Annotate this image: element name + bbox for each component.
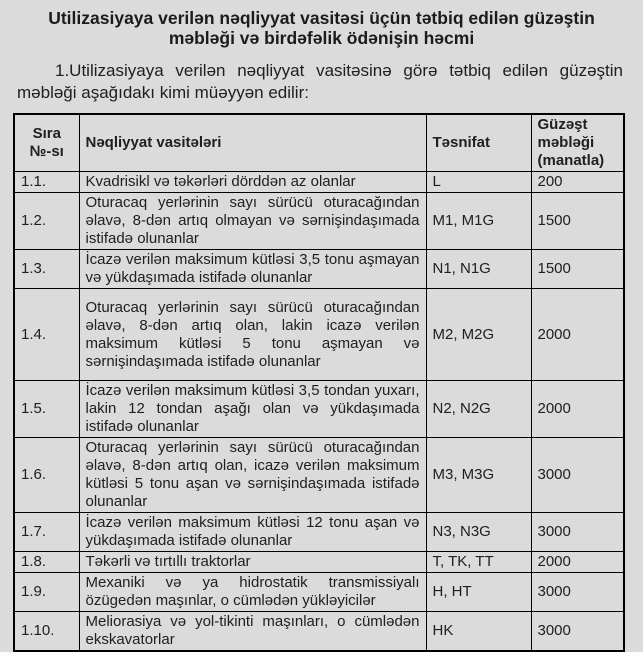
table-row	[14, 573, 624, 612]
header-cell-number: Sıra №-sı	[14, 114, 79, 172]
vehicle-description: Mexaniki və ya hidrostatik transmissiyalı özügedən maşınlar, o cümlədən yükləyicilər	[79, 573, 426, 612]
table-row	[14, 438, 624, 513]
table-row	[14, 552, 624, 573]
header-cell-amount: Güzəşt məbləği (manatla)	[531, 114, 624, 172]
table-row	[14, 381, 624, 438]
classification-code: HK	[426, 612, 531, 652]
row-number: 1.3.	[14, 250, 79, 289]
discount-amount: 1500	[531, 250, 624, 289]
row-number: 1.5.	[14, 381, 79, 438]
vehicle-description: Kvadrisikl və təkərləri dörddən az olanlar	[79, 172, 426, 193]
table-row	[14, 193, 624, 250]
table-row	[14, 289, 624, 381]
document-title: Utilizasiyaya verilən nəqliyyat vasitəsi üçün tətbiq edilən güzəştin məbləği və birdəfəlik ödənişin həcmi	[48, 8, 595, 48]
row-number: 1.1.	[14, 172, 79, 193]
row-number: 1.6.	[14, 438, 79, 513]
fees-table	[13, 113, 625, 652]
row-number: 1.7.	[14, 513, 79, 552]
table-row	[14, 612, 624, 652]
discount-amount: 3000	[531, 612, 624, 652]
vehicle-description: İcazə verilən maksimum kütləsi 3,5 tonu aşmayan və yükdaşımada istifadə olunanlar	[79, 250, 426, 289]
discount-amount: 2000	[531, 289, 624, 381]
vehicle-description: Təkərli və tırtıllı traktorlar	[79, 552, 426, 573]
discount-amount: 1500	[531, 193, 624, 250]
header-cell-classification: Təsnifat	[426, 114, 531, 172]
intro-paragraph: 1.Utilizasiyaya verilən nəqliyyat vasitəsinə görə tətbiq edilən güzəştin məbləği aşağıdakı kimi müəyyən edilir:	[17, 61, 623, 102]
discount-amount: 3000	[531, 438, 624, 513]
discount-amount: 2000	[531, 381, 624, 438]
discount-amount: 2000	[531, 552, 624, 573]
classification-code: N2, N2G	[426, 381, 531, 438]
vehicle-description: Oturacaq yerlərinin sayı sürücü oturacağından əlavə, 8-dən artıq olan, lakin icazə verilən maksimum kütləsi 5 tonu aşmayan və sərnişindaşımada istifadə olunanlar	[79, 289, 426, 381]
vehicle-description: İcazə verilən maksimum kütləsi 12 tonu aşan və yükdaşımada istifadə olunanlar	[79, 513, 426, 552]
table-header	[14, 114, 624, 172]
row-number: 1.9.	[14, 573, 79, 612]
row-number: 1.8.	[14, 552, 79, 573]
table-body	[14, 172, 624, 652]
table-row	[14, 250, 624, 289]
vehicle-description: İcazə verilən maksimum kütləsi 3,5 tondan yuxarı, lakin 12 tondan aşağı olan və yükdaşımada istifadə olunanlar	[79, 381, 426, 438]
table-header-row	[14, 114, 624, 172]
classification-code: N1, N1G	[426, 250, 531, 289]
vehicle-description: Meliorasiya və yol-tikinti maşınları, o cümlədən ekskavatorlar	[79, 612, 426, 652]
header-cell-vehicle: Nəqliyyat vasitələri	[79, 114, 426, 172]
table-row	[14, 172, 624, 193]
vehicle-description: Oturacaq yerlərinin sayı sürücü oturacağından əlavə, 8-dən artıq olmayan və sərnişindaşımada istifadə olunanlar	[79, 193, 426, 250]
row-number: 1.2.	[14, 193, 79, 250]
classification-code: M1, M1G	[426, 193, 531, 250]
discount-amount: 200	[531, 172, 624, 193]
row-number: 1.4.	[14, 289, 79, 381]
classification-code: T, TK, TT	[426, 552, 531, 573]
vehicle-description: Oturacaq yerlərinin sayı sürücü oturacağından əlavə, 8-dən artıq olan, icazə verilən maksimum kütləsi 5 tonu aşan və sərnişindaşımada istifadə olunanlar	[79, 438, 426, 513]
table-row	[14, 513, 624, 552]
bottom-margin-strip	[0, 652, 643, 657]
discount-amount: 3000	[531, 573, 624, 612]
discount-amount: 3000	[531, 513, 624, 552]
classification-code: M3, M3G	[426, 438, 531, 513]
classification-code: H, HT	[426, 573, 531, 612]
classification-code: N3, N3G	[426, 513, 531, 552]
classification-code: M2, M2G	[426, 289, 531, 381]
row-number: 1.10.	[14, 612, 79, 652]
classification-code: L	[426, 172, 531, 193]
